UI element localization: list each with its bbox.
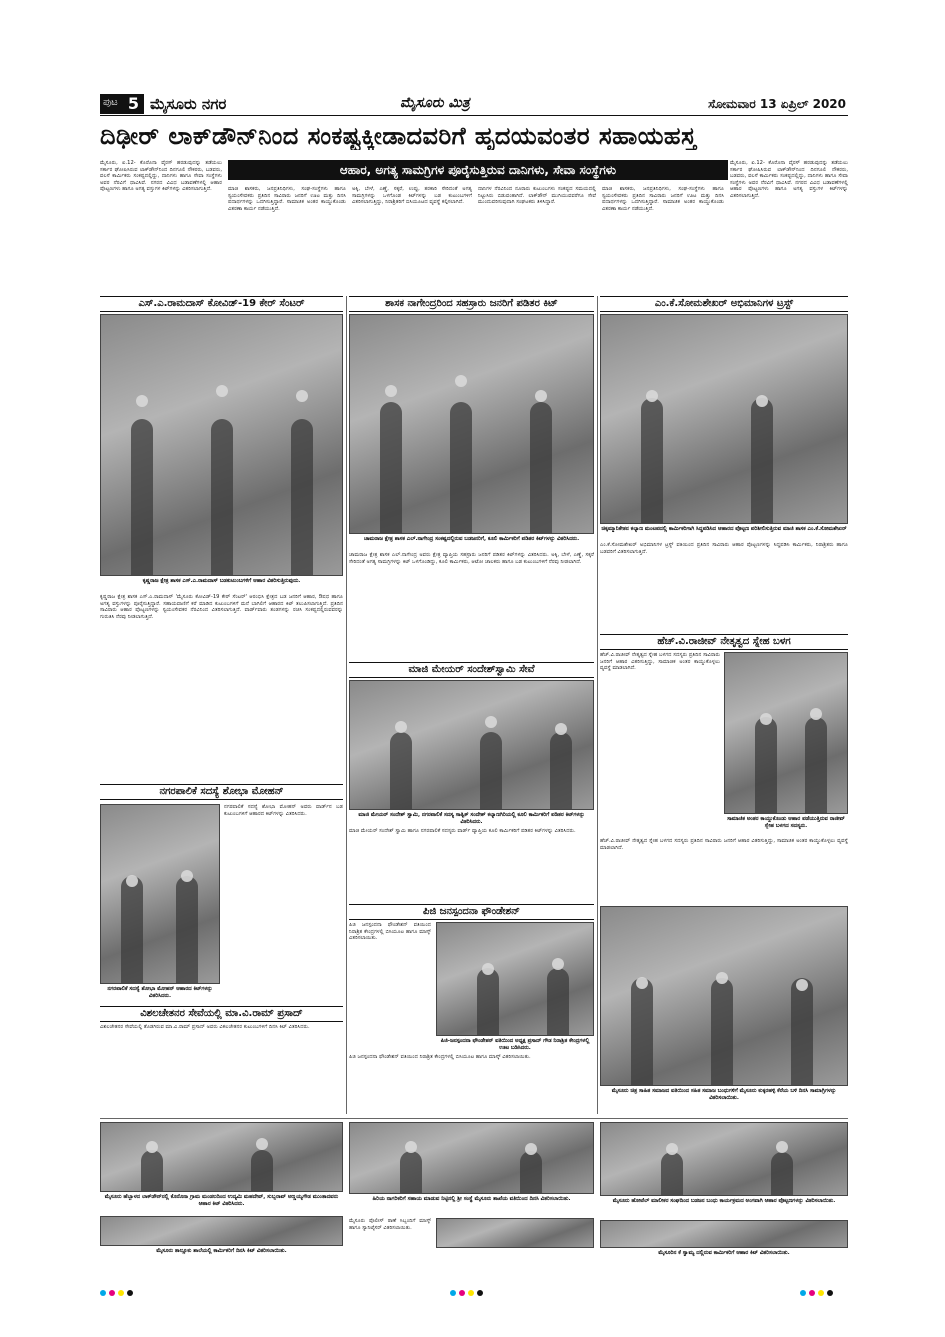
page-number-badge: [100, 94, 144, 114]
page-number: 5: [127, 94, 139, 113]
caption-police: ಮೈಸೂರು ಪೊಲೀಸ್ ಠಾಣೆ ಸಿಬ್ಬಂದಿಗೆ ಮಾಸ್ಕ್ ಹಾಗೂ ಸ್ಯಾನಿಟೈಸರ್ ವಿತರಿಸಲಾಯಿತು.: [349, 1218, 431, 1231]
divider-bottom: [100, 1118, 848, 1119]
caption-foundation: ಪಿಜಿ-ಜನಸ್ಪಂದನಾ ಫೌಂಡೇಶನ್ ವತಿಯಿಂದ ಅಧ್ಯಕ್ಷ ಪ್ರಸಾದ್ ಗೌಡ ನಿರಾಶ್ರಿತ ಕೇಂದ್ರಗಳಲ್ಲಿ ಊಟ ಬಡಿಸಿದರು.: [440, 1038, 590, 1051]
article-councillor: ನಗರಪಾಲಿಕೆ ಸದಸ್ಯೆ ಶೋಭಾ ಮೋಹನ್ ಅವರು ವಾರ್ಡ್‌ನ ಬಡ ಕುಟುಂಬಗಳಿಗೆ ಆಹಾರದ ಕಿಟ್‌ಗಳನ್ನು ವಿತರಿಸಿದರು.: [224, 804, 343, 817]
section-mla-kit: ಶಾಸಕ ನಾಗೇಂದ್ರರಿಂದ ಸಹಸ್ರಾರು ಜನರಿಗೆ ಪಡಿತರ ಕಿಟ್: [349, 296, 594, 312]
registration-marks-right: [800, 1290, 833, 1296]
photo-shri: [349, 1122, 594, 1194]
photo-councillor: [100, 804, 220, 984]
registration-marks-center: [450, 1290, 483, 1296]
reg-dot: [468, 1290, 474, 1296]
photo-hotel: [600, 1122, 848, 1196]
caption-mayor: ಮಾಜಿ ಮೇಯರ್ ಸಂದೇಶ್ ಸ್ವಾಮಿ, ನಗರಪಾಲಿಕೆ ಸದಸ್ಯ ಸಾತ್ವಿಕ್ ಸಂದೇಶ್ ಕಲ್ಯಾಣಗಿರಿಯಲ್ಲಿ ಕೂಲಿ ಕಾರ್ಮಿಕರಿಗೆ ಪಡಿತರ ಕಿಟ್‌ಗಳನ್ನು ವಿತರಿಸಿದರು.: [358, 812, 585, 825]
lead-article-col-4: ದಾನಿಗಳ ನೆರವಿನಿಂದ ನೂರಾರು ಕುಟುಂಬಗಳು ಸಂಕಷ್ಟದ ಸಮಯದಲ್ಲಿ ನಿಟ್ಟುಸಿರು ಬಿಡುವಂತಾಗಿದೆ. ಲಾಕ್‌ಡೌನ್ ಮುಗಿಯುವವರೆಗೂ ಸೇವೆ ಮುಂದುವರಿಸುವುದಾಗಿ ಸಂಘಟಕರು ತಿಳಿಸಿದ್ದಾರೆ.: [478, 186, 596, 206]
article-rajeev-cont: ಹೆಚ್.ವಿ.ರಾಜೀವ್ ನೇತೃತ್ವದ ಸ್ನೇಹ ಬಳಗದ ಸದಸ್ಯರು ಪ್ರತಿದಿನ ಸಾವಿರಾರು ಜನರಿಗೆ ಆಹಾರ ವಿತರಿಸುತ್ತಿದ್ದು, ಸಾಮಾಜಿಕ ಅಂತರ ಕಾಯ್ದುಕೊಳ್ಳಲು ವ್ಯವಸ್ಥೆ ಮಾಡಲಾಗಿದೆ.: [600, 838, 848, 851]
masthead: ಮೈಸೂರು ಮಿತ್ರ: [400, 95, 470, 111]
reg-dot: [818, 1290, 824, 1296]
column-rule-2: [597, 296, 598, 1114]
caption-councillor: ನಗರಪಾಲಿಕೆ ಸದಸ್ಯೆ ಶೋಭಾ ಮೋಹನ್ ಆಹಾರದ ಕಿಟ್‌ಗಳನ್ನು ವಿತರಿಸಿದರು.: [107, 986, 213, 999]
reg-dot: [127, 1290, 133, 1296]
photo-community: [600, 906, 848, 1086]
column-rule-1: [346, 296, 347, 1114]
section-foundation: ಪಿಜಿ ಜನಸ್ಪಂದನಾ ಫೌಂಡೇಶನ್: [349, 904, 594, 920]
article-mayor: ಮಾಜಿ ಮೇಯರ್ ಸಂದೇಶ್ ಸ್ವಾಮಿ ಹಾಗೂ ನಗರಪಾಲಿಕೆ ಸದಸ್ಯರು ವಾರ್ಡ್ ವ್ಯಾಪ್ತಿಯ ಕೂಲಿ ಕಾರ್ಮಿಕರಿಗೆ ಪಡಿತರ ಕಿಟ್‌ಗಳನ್ನು ವಿತರಿಸಿದರು.: [349, 828, 576, 834]
caption-shri: ಹಿರಿಯ ನಾಗರಿಕರಿಗೆ ಸಹಾಯ ಮಾಡುವ ನಿಟ್ಟಿನಲ್ಲಿ ಶ್ರೀ ಸಂಸ್ಥೆ ಮೈಸೂರು ಶಾಖೆಯ ವತಿಯಿಂದ ದಿನಸಿ ವಿತರಿಸಲಾಯಿತು.: [372, 1196, 571, 1202]
photo-mla-kit: [349, 314, 594, 534]
caption-trust: ಚಿಕ್ಕಮ್ಮಾನಿಕೇತನ ಕಲ್ಯಾಣ ಮಂಟಪದಲ್ಲಿ ಕಾರ್ಮಿಕರಿಗಾಗಿ ಸಿದ್ಧಪಡಿಸಿದ ಆಹಾರದ ಪೊಟ್ಟಣ ಪರಿಶೀಲಿಸುತ್ತಿರುವ ಮಾಜಿ ಶಾಸಕ ಎಂ.ಕೆ.ಸೋಮಶೇಖರ್: [601, 526, 847, 532]
section-councillor: ನಗರಪಾಲಿಕೆ ಸದಸ್ಯೆ ಶೋಭಾ ಮೋಹನ್: [100, 784, 343, 800]
reg-dot: [118, 1290, 124, 1296]
lead-article-col-2: ಮಾಜಿ ಶಾಸಕರು, ಜನಪ್ರತಿನಿಧಿಗಳು, ಸಂಘ-ಸಂಸ್ಥೆಗಳು ಹಾಗೂ ಸ್ವಯಂಸೇವಕರು ಪ್ರತಿದಿನ ಸಾವಿರಾರು ಜನರಿಗೆ ಊಟ ಮತ್ತು ದಿನಸಿ ಪದಾರ್ಥಗಳನ್ನು ಒದಗಿಸುತ್ತಿದ್ದಾರೆ. ಸಾಮಾಜಿಕ ಅಂತರ ಕಾಯ್ದುಕೊಂಡು ವಿತರಣಾ ಕಾರ್ಯ ನಡೆಯುತ್ತಿದೆ.: [228, 186, 346, 212]
caption-covid-care: ಕೃಷ್ಣರಾಜ ಕ್ಷೇತ್ರ ಶಾಸಕ ಎಸ್.ಎ.ರಾಮದಾಸ್ ಬಡಕುಟುಂಬಗಳಿಗೆ ಆಹಾರ ವಿತರಿಸುತ್ತಿರುವುದು.: [142, 578, 301, 584]
issue-date: ಸೋಮವಾರ 13 ಏಪ್ರಿಲ್ 2020: [708, 97, 846, 111]
caption-mla-kit: ಚಾಮರಾಜ ಕ್ಷೇತ್ರ ಶಾಸಕ ಎಲ್.ನಾಗೇಂದ್ರ ಸಂಕಷ್ಟದಲ್ಲಿರುವ ಬಡಜನರಿಗೆ, ಕೂಲಿ ಕಾರ್ಮಿಕರಿಗೆ ಪಡಿತರ ಕಿಟ್‌ಗಳನ್ನು ವಿತರಿಸಿದರು.: [363, 536, 580, 542]
caption-school: ಮೈಸೂರು ತಾಲ್ಲೂಕು ಶಾಲೆಯಲ್ಲಿ ಕಾರ್ಮಿಕರಿಗೆ ದಿನಸಿ ಕಿಟ್ ವಿತರಿಸಲಾಯಿತು.: [156, 1248, 287, 1254]
article-covid-care: ಕೃಷ್ಣರಾಜ ಕ್ಷೇತ್ರ ಶಾಸಕ ಎಸ್.ಎ.ರಾಮದಾಸ್ 'ಮೈಸೂರು ಕೋವಿಡ್-19 ಕೇರ್ ಸೆಂಟರ್' ಆರಂಭಿಸಿ ಕ್ಷೇತ್ರದ ಬಡ ಜನರಿಗೆ ಆಹಾರ, ಔಷಧ ಹಾಗೂ ಅಗತ್ಯ ವಸ್ತುಗಳನ್ನು ಪೂರೈಸುತ್ತಿದ್ದಾರೆ. ಸಹಾಯವಾಣಿಗೆ ಕರೆ ಮಾಡಿದ ಕುಟುಂಬಗಳಿಗೆ ಮನೆ ಬಾಗಿಲಿಗೆ ಆಹಾರದ ಕಿಟ್ ತಲುಪಿಸಲಾಗುತ್ತಿದೆ. ಪ್ರತಿದಿನ ಸಾವಿರಾರು ಆಹಾರ ಪೊಟ್ಟಣಗಳನ್ನು ಸ್ವಯಂಸೇವಕರ ನೆರವಿನಿಂದ ವಿತರಿಸಲಾಗುತ್ತಿದೆ. ವಾರ್ಡ್‌ವಾರು ತಂಡಗಳನ್ನು ರಚಿಸಿ ಸಂಕಷ್ಟದಲ್ಲಿರುವವರನ್ನು ಗುರುತಿಸಿ ನೆರವು ನೀಡಲಾಗುತ್ತಿದೆ.: [100, 594, 343, 620]
article-trust: ಎಂ.ಕೆ.ಸೋಮಶೇಖರ್ ಅಭಿಮಾನಿಗಳ ಟ್ರಸ್ಟ್ ವತಿಯಿಂದ ಪ್ರತಿದಿನ ಸಾವಿರಾರು ಆಹಾರ ಪೊಟ್ಟಣಗಳನ್ನು ಸಿದ್ಧಪಡಿಸಿ ಕಾರ್ಮಿಕರು, ನಿರಾಶ್ರಿತರು ಹಾಗೂ ಬಡವರಿಗೆ ವಿತರಿಸಲಾಗುತ್ತಿದೆ.: [600, 542, 848, 555]
photo-covid-care: [100, 314, 343, 576]
article-foundation: ಪಿಜಿ ಜನಸ್ಪಂದನಾ ಫೌಂಡೇಶನ್ ವತಿಯಿಂದ ನಿರಾಶ್ರಿತ ಕೇಂದ್ರಗಳಲ್ಲಿ ಬಿಸಿಯೂಟ ಹಾಗೂ ಮಾಸ್ಕ್ ವಿತರಿಸಲಾಯಿತು.: [349, 922, 431, 942]
section-trust: ಎಂ.ಕೆ.ಸೋಮಶೇಖರ್ ಅಭಿಮಾನಿಗಳ ಟ್ರಸ್ಟ್: [600, 296, 848, 312]
section-rajeev: ಹೆಚ್.ವಿ.ರಾಜೀವ್ ನೇತೃತ್ವದ ಸ್ನೇಹ ಬಳಗ: [600, 634, 848, 650]
article-mla-kit: ಚಾಮರಾಜ ಕ್ಷೇತ್ರ ಶಾಸಕ ಎಲ್.ನಾಗೇಂದ್ರ ಅವರು ಕ್ಷೇತ್ರ ವ್ಯಾಪ್ತಿಯ ಸಹಸ್ರಾರು ಜನರಿಗೆ ಪಡಿತರ ಕಿಟ್‌ಗಳನ್ನು ವಿತರಿಸಿದರು. ಅಕ್ಕಿ, ಬೇಳೆ, ಎಣ್ಣೆ, ಸಕ್ಕರೆ ಸೇರಿದಂತೆ ಅಗತ್ಯ ಸಾಮಗ್ರಿಗಳನ್ನು ಕಿಟ್ ಒಳಗೊಂಡಿದ್ದು, ಕೂಲಿ ಕಾರ್ಮಿಕರು, ಆಟೋ ಚಾಲಕರು ಹಾಗೂ ಬಡ ಕುಟುಂಬಗಳಿಗೆ ನೆರವು ನೀಡಲಾಗಿದೆ.: [349, 552, 594, 565]
caption-workers: ಮೈಸೂರಿನ ಕೆ ಸ್ವಾಮ್ಯ ದಲ್ಲಿರುವ ಕಾರ್ಮಿಕರಿಗೆ ಆಹಾರ ಕಿಟ್ ವಿತರಿಸಲಾಯಿತು.: [658, 1250, 790, 1256]
page-label: ಪುಟ: [103, 97, 118, 108]
article-vishal: ವಿಶಲಚೇತನರ ಸೇವೆಯಲ್ಲಿ ತೊಡಗಿರುವ ಮಾ.ವಿ.ರಾಮ್ ಪ್ರಸಾದ್ ಅವರು ವಿಕಲಚೇತನರ ಕುಟುಂಬಗಳಿಗೆ ದಿನಸಿ ಕಿಟ್ ವಿತರಿಸಿದರು.: [100, 1024, 310, 1030]
caption-hotel: ಮೈಸೂರು ಹೋಟೆಲ್ ಮಾಲೀಕರ ಸಂಘದಿಂದ ಬಡಜನ ಬಂಧು ಕಾರ್ಯಕ್ರಮದ ಅಂಗವಾಗಿ ಆಹಾರ ಪೊಟ್ಟಣಗಳನ್ನು ವಿತರಿಸಲಾಯಿತು.: [612, 1198, 836, 1204]
section-mayor: ಮಾಜಿ ಮೇಯರ್ ಸಂದೇಶ್‌ಸ್ವಾಮಿ ಸೇವೆ: [349, 662, 594, 678]
photo-trust: [600, 314, 848, 524]
reg-dot: [450, 1290, 456, 1296]
photo-school: [100, 1216, 343, 1246]
registration-marks-left: [100, 1290, 133, 1296]
reg-dot: [477, 1290, 483, 1296]
newspaper-page: [100, 92, 848, 1264]
photo-foundation: [436, 922, 594, 1036]
reg-dot: [827, 1290, 833, 1296]
main-headline: ದಿಢೀರ್ ಲಾಕ್‌ಡೌನ್‌ನಿಂದ ಸಂಕಷ್ಟಕ್ಕೀಡಾದವರಿಗೆ ಹೃದಯವಂತರ ಸಹಾಯಹಸ್ತ: [100, 122, 697, 150]
page-header: [100, 92, 848, 116]
reg-dot: [800, 1290, 806, 1296]
caption-hebbal: ಮೈಸೂರು ಹೆಬ್ಬಾಳದ ಲಾಕ್‌ಡೌನ್‌ನಲ್ಲಿ ಕೊರೊನಾ ಗ್ರಾಮ ಮಂಡಲದಿಂದ ಉದ್ಯಮಿ ಮಹದೇವ್, ಸುಬ್ಬರಾವ್ ಅಣ್ಣಯ್ಯಗೌಡ ಮುಂತಾದವರು ಆಹಾರ ಕಿಟ್ ವಿತರಿಸಿದರು.: [104, 1194, 339, 1207]
photo-mayor: [349, 680, 594, 810]
lead-article-col-5: ಮಾಜಿ ಶಾಸಕರು, ಜನಪ್ರತಿನಿಧಿಗಳು, ಸಂಘ-ಸಂಸ್ಥೆಗಳು ಹಾಗೂ ಸ್ವಯಂಸೇವಕರು ಪ್ರತಿದಿನ ಸಾವಿರಾರು ಜನರಿಗೆ ಊಟ ಮತ್ತು ದಿನಸಿ ಪದಾರ್ಥಗಳನ್ನು ಒದಗಿಸುತ್ತಿದ್ದಾರೆ. ಸಾಮಾಜಿಕ ಅಂತರ ಕಾಯ್ದುಕೊಂಡು ವಿತರಣಾ ಕಾರ್ಯ ನಡೆಯುತ್ತಿದೆ.: [602, 186, 724, 212]
article-rajeev: ಹೆಚ್.ವಿ.ರಾಜೀವ್ ನೇತೃತ್ವದ ಸ್ನೇಹ ಬಳಗದ ಸದಸ್ಯರು ಪ್ರತಿದಿನ ಸಾವಿರಾರು ಜನರಿಗೆ ಆಹಾರ ವಿತರಿಸುತ್ತಿದ್ದು, ಸಾಮಾಜಿಕ ಅಂತರ ಕಾಯ್ದುಕೊಳ್ಳಲು ವ್ಯವಸ್ಥೆ ಮಾಡಲಾಗಿದೆ.: [600, 652, 720, 672]
sub-headline: ಆಹಾರ, ಅಗತ್ಯ ಸಾಮಗ್ರಿಗಳ ಪೂರೈಸುತ್ತಿರುವ ದಾನಿಗಳು, ಸೇವಾ ಸಂಸ್ಥೆಗಳು: [228, 160, 728, 180]
lead-article-col-3: ಅಕ್ಕಿ, ಬೇಳೆ, ಎಣ್ಣೆ, ಸಕ್ಕರೆ, ಉಪ್ಪು, ತರಕಾರಿ ಸೇರಿದಂತೆ ಅಗತ್ಯ ಸಾಮಗ್ರಿಗಳನ್ನು ಒಳಗೊಂಡ ಕಿಟ್‌ಗಳನ್ನು ಬಡ ಕುಟುಂಬಗಳಿಗೆ ವಿತರಿಸಲಾಗುತ್ತಿದ್ದು, ನಿರಾಶ್ರಿತರಿಗೆ ಬಿಸಿಯೂಟದ ವ್ಯವಸ್ಥೆ ಕಲ್ಪಿಸಲಾಗಿದೆ.: [352, 186, 472, 206]
reg-dot: [809, 1290, 815, 1296]
photo-workers: [600, 1220, 848, 1248]
reg-dot: [100, 1290, 106, 1296]
reg-dot: [109, 1290, 115, 1296]
article-foundation-cont: ಪಿಜಿ ಜನಸ್ಪಂದನಾ ಫೌಂಡೇಶನ್ ವತಿಯಿಂದ ನಿರಾಶ್ರಿತ ಕೇಂದ್ರಗಳಲ್ಲಿ ಬಿಸಿಯೂಟ ಹಾಗೂ ಮಾಸ್ಕ್ ವಿತರಿಸಲಾಯಿತು.: [349, 1054, 531, 1060]
reg-dot: [459, 1290, 465, 1296]
lead-article-col-1: ಮೈಸೂರು, ಏ.12- ಕೊರೊನಾ ವೈರಸ್ ಹರಡುವುದನ್ನು ತಡೆಯಲು ಸರ್ಕಾರ ಘೋಷಿಸಿರುವ ಲಾಕ್‌ಡೌನ್‌ನಿಂದ ದಿನಗೂಲಿ ನೌಕರರು, ಬಡವರು, ವಲಸೆ ಕಾರ್ಮಿಕರು ಸಂಕಷ್ಟದಲ್ಲಿದ್ದು, ದಾನಿಗಳು ಹಾಗೂ ಸೇವಾ ಸಂಸ್ಥೆಗಳು ಅವರ ನೆರವಿಗೆ ಧಾವಿಸಿವೆ. ನಗರದ ವಿವಿಧ ಬಡಾವಣೆಗಳಲ್ಲಿ ಆಹಾರ ಪೊಟ್ಟಣಗಳು ಹಾಗೂ ಅಗತ್ಯ ವಸ್ತುಗಳ ಕಿಟ್‌ಗಳನ್ನು ವಿತರಿಸಲಾಗುತ್ತಿದೆ.: [100, 160, 222, 193]
photo-rajeev: [724, 652, 848, 814]
section-covid-care: ಎಸ್.ಎ.ರಾಮದಾಸ್ ಕೋವಿಡ್-19 ಕೇರ್ ಸೆಂಟರ್: [100, 296, 343, 312]
section-name: ಮೈಸೂರು ನಗರ: [150, 95, 227, 113]
section-vishal: ವಿಶಲಚೇತನರ ಸೇವೆಯಲ್ಲಿ ಮಾ.ವಿ.ರಾಮ್ ಪ್ರಸಾದ್: [100, 1006, 343, 1022]
lead-article-col-6: ಮೈಸೂರು, ಏ.12- ಕೊರೊನಾ ವೈರಸ್ ಹರಡುವುದನ್ನು ತಡೆಯಲು ಸರ್ಕಾರ ಘೋಷಿಸಿರುವ ಲಾಕ್‌ಡೌನ್‌ನಿಂದ ದಿನಗೂಲಿ ನೌಕರರು, ಬಡವರು, ವಲಸೆ ಕಾರ್ಮಿಕರು ಸಂಕಷ್ಟದಲ್ಲಿದ್ದು, ದಾನಿಗಳು ಹಾಗೂ ಸೇವಾ ಸಂಸ್ಥೆಗಳು ಅವರ ನೆರವಿಗೆ ಧಾವಿಸಿವೆ. ನಗರದ ವಿವಿಧ ಬಡಾವಣೆಗಳಲ್ಲಿ ಆಹಾರ ಪೊಟ್ಟಣಗಳು ಹಾಗೂ ಅಗತ್ಯ ವಸ್ತುಗಳ ಕಿಟ್‌ಗಳನ್ನು ವಿತರಿಸಲಾಗುತ್ತಿದೆ.: [730, 160, 848, 199]
photo-hebbal: [100, 1122, 343, 1192]
photo-police: [436, 1218, 594, 1248]
caption-community: ಮೈಸೂರು ಚಿತ್ರ ಸಾಹಿತ ಸಮಾಜದ ವತಿಯಿಂದ ಸಹಿತ ಸಮಾಜ ಬಂಧುಗಳಿಗೆ ಮೈಸೂರು ಕುಕ್ಕರಹಳ್ಳಿ ಕೆರೆಯ ಬಳಿ ದಿನಸಿ ಸಾಮಾಗ್ರಿಗಳನ್ನು ವಿತರಿಸಲಾಯಿತು.: [611, 1088, 837, 1101]
caption-rajeev: ಸಾಮಾಜಿಕ ಅಂತರ ಕಾಯ್ದುಕೊಂಡು ಆಹಾರ ಪಡೆಯುತ್ತಿರುವ ರಾಜೀವ್ ಸ್ನೇಹ ಬಳಗದ ಸದಸ್ಯರು.: [727, 816, 845, 829]
